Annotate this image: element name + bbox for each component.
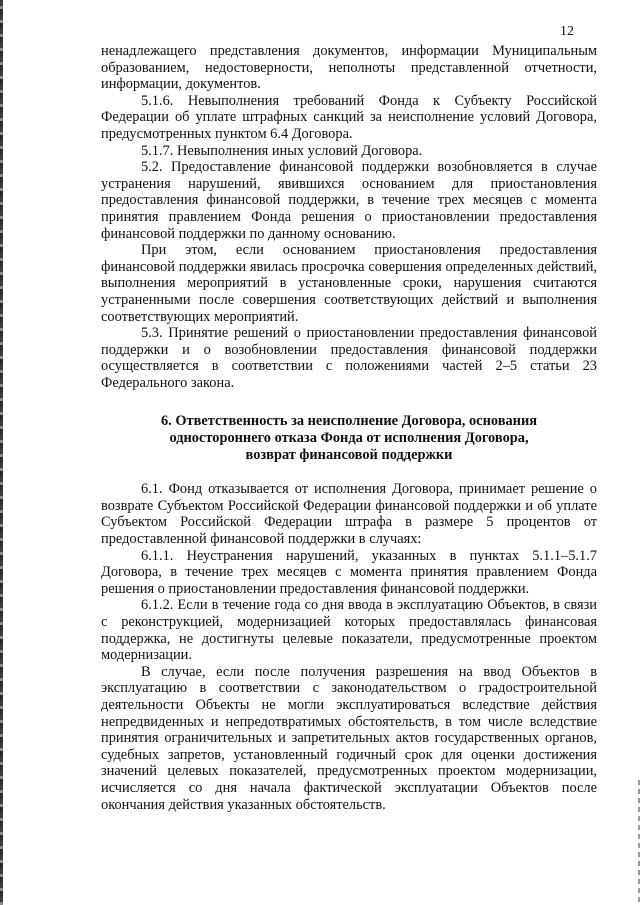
paragraph-5-2: 5.2. Предоставление финансовой поддержки возобновляется в случае устранения нарушений, явившихся основанием для приостановления предоставления финансовой поддержки, в течение трех месяцев с момента принятия правлением Фонда решения о приостановлении предоставления финансовой поддержки по данному основанию.	[101, 159, 597, 242]
section-heading-line-3: возврат финансовой поддержки	[245, 446, 453, 463]
paragraph-6-1-1: 6.1.1. Неустранения нарушений, указанных в пунктах 5.1.1–5.1.7 Договора, в течение трех месяцев с момента принятия правлением Фонда решения о приостановлении предоставления финансовой поддержки.	[101, 547, 597, 597]
paragraph-continuation: ненадлежащего представления документов, информации Муниципальным образованием, недостоверности, неполноты представленной отчетности, информации, документов.	[101, 43, 597, 93]
paragraph-5-2-note: При этом, если основанием приостановления предоставления финансовой поддержки явилась просрочка совершения определенных действий, выполнения мероприятий в установленные сроки, нарушения считаются устраненными после совершения соответствующих действий и выполнения соответствующих мероприятий.	[101, 242, 597, 325]
paragraph-5-3: 5.3. Принятие решений о приостановлении предоставления финансовой поддержки и о возобновлении предоставления финансовой поддержки осуществляется в соответствии с положениями частей 2–5 статьи 23 Федерального закона.	[101, 325, 597, 391]
paragraph-5-1-6: 5.1.6. Невыполнения требований Фонда к Субъекту Российской Федерации об уплате штрафных санкций за неисполнение условий Договора, предусмотренных пунктом 6.4 Договора.	[101, 92, 597, 142]
paragraph-6-1-2-note: В случае, если после получения разрешения на ввод Объектов в эксплуатацию в соответствии с законодательством о градостроительной деятельности Объекты не могли эксплуатироваться вследствие действия непредвиденных и непредотвратимых обстоятельств, в том числе вследствие принятия ограничительных и запретительных актов государственных органов, судебных запретов, установленный годичный срок для оценки достижения значений целевых показателей, предусмотренных проектом модернизации, исчисляется со дня начала фактической эксплуатации Объектов после окончания действия указанных обстоятельств.	[101, 663, 597, 813]
paragraph-6-1-2: 6.1.2. Если в течение года со дня ввода в эксплуатацию Объектов, в связи с реконструкцией, модернизацией которых предоставлялась финансовая поддержка, не достигнуты целевые показатели, предусмотренные проектом модернизации.	[101, 597, 597, 664]
paragraph-6-1: 6.1. Фонд отказывается от исполнения Договора, принимает решение о возврате Субъектом Российской Федерации финансовой поддержки и об уплате Субъектом Российской Федерации штрафа в размере 5 процентов от предоставленной финансовой поддержки в случаях:	[101, 481, 597, 548]
section-heading-line-2: одностороннего отказа Фонда от исполнения Договора,	[169, 430, 529, 447]
section-heading-line-1: 6. Ответственность за неисполнение Договора, основания	[160, 413, 538, 430]
page-number: 12	[560, 24, 574, 39]
section-heading	[101, 413, 597, 463]
scan-left-edge	[0, 0, 3, 905]
paragraph-5-1-7: 5.1.7. Невыполнения иных условий Договора.	[141, 142, 423, 159]
document-body	[101, 43, 597, 813]
